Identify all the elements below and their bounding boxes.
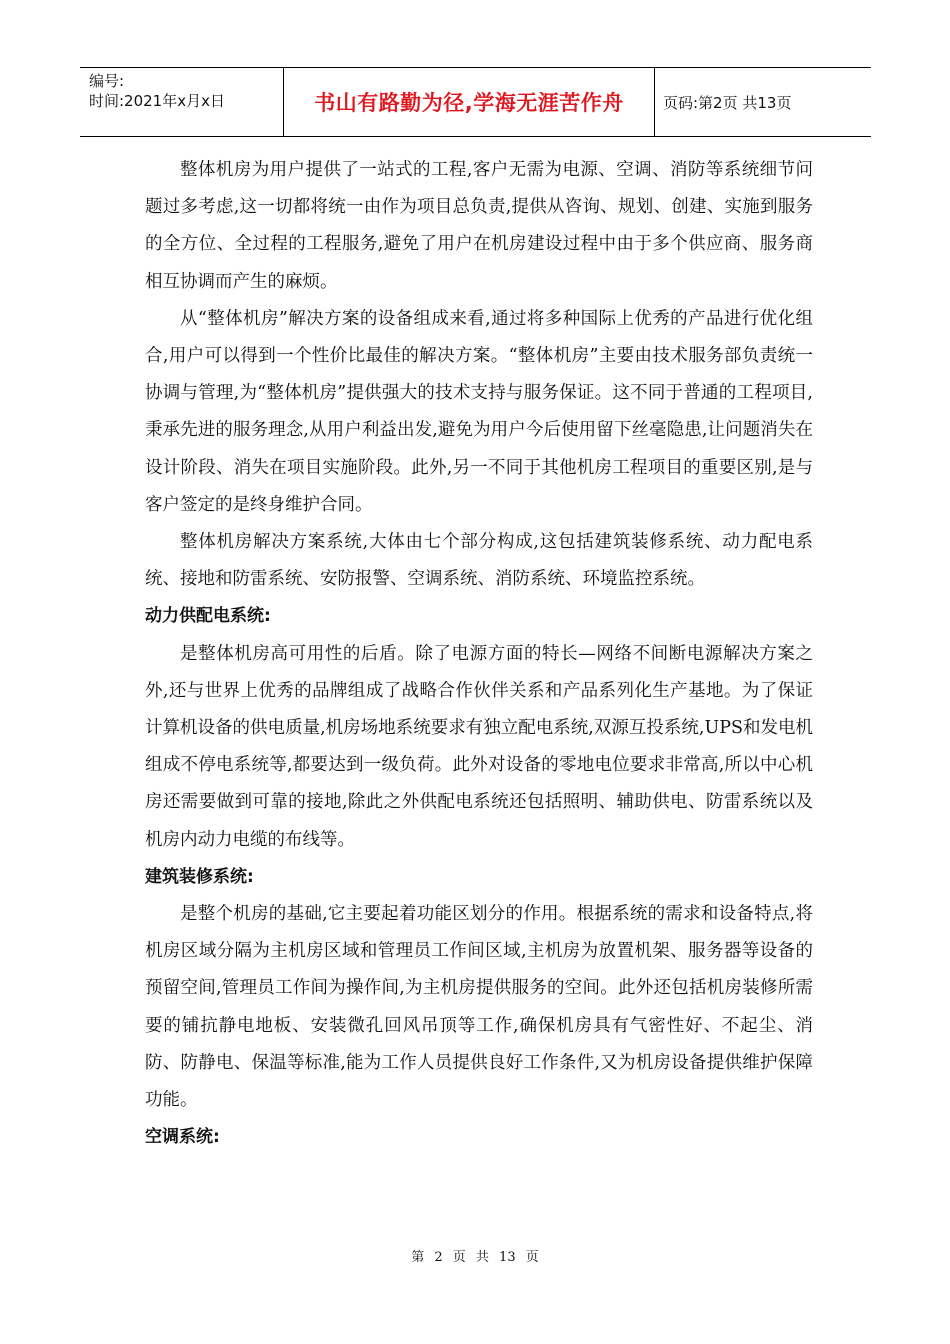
- heading-air-conditioning: 空调系统:: [145, 1127, 220, 1148]
- header-page-label: 页码:第2页 共13页: [663, 93, 792, 112]
- paragraph-power-distribution: 是整体机房高可用性的后盾。除了电源方面的特长—网络不间断电源解决方案之外,还与世界上优秀的品牌组成了战略合作伙伴关系和产品系列化生产基地。为了保证计算机设备的供电质量,机房场地系统要求有独立配电系统,双源互投系统,UPS和发电机组成不停电系统等,都要达到一级负荷。此外对设备的零地电位要求非常高,所以中心机房还需要做到可靠的接地,除此之外供配电系统还包括照明、辅助供电、防雷系统以及机房内动力电缆的布线等。: [145, 643, 813, 850]
- paragraph-building-decoration: 是整个机房的基础,它主要起着功能区划分的作用。根据系统的需求和设备特点,将机房区域分隔为主机房区域和管理员工作间区域,主机房为放置机架、服务器等设备的预留空间,管理员工作间为操作间,为主机房提供服务的空间。此外还包括机房装修所需要的铺抗静电地板、安装微孔回风吊顶等工作,确保机房具有气密性好、不起尘、消防、防静电、保温等标准,能为工作人员提供良好工作条件,又为机房设备提供维护保障功能。: [145, 904, 813, 1111]
- document-number-label: 编号:: [89, 72, 125, 90]
- heading-building-decoration: 建筑装修系统:: [145, 866, 254, 887]
- page-footer: [0, 1246, 950, 1265]
- heading-power-distribution: 动力供配电系统:: [145, 606, 271, 627]
- header-page-cell: [655, 68, 871, 136]
- header-motto-cell: [284, 68, 655, 136]
- paragraph-solution-composition: 从“整体机房”解决方案的设备组成来看,通过将多种国际上优秀的产品进行优化组合,用户可以得到一个性价比最佳的解决方案。“整体机房”主要由技术服务部负责统一协调与管理,为“整体机房”提供强大的技术支持与服务保证。这不同于普通的工程项目,秉承先进的服务理念,从用户利益出发,避免为用户今后使用留下丝毫隐患,让问题消失在设计阶段、消失在项目实施阶段。此外,另一不同于其他机房工程项目的重要区别,是与客户签定的是终身维护合同。: [145, 308, 813, 515]
- paragraph-overview: 整体机房为用户提供了一站式的工程,客户无需为电源、空调、消防等系统细节问题过多考虑,这一切都将统一由作为项目总负责,提供从咨询、规划、创建、实施到服务的全方位、全过程的工程服务,避免了用户在机房建设过程中由于多个供应商、服务商相互协调而产生的麻烦。: [145, 160, 813, 292]
- document-body: [145, 152, 813, 1156]
- paragraph-seven-parts: 整体机房解决方案系统,大体由七个部分构成,这包括建筑装修系统、动力配电系统、接地和防雷系统、安防报警、空调系统、消防系统、环境监控系统。: [145, 532, 813, 590]
- header-motto: 书山有路勤为径,学海无涯苦作舟: [314, 91, 624, 115]
- page-header: [80, 67, 871, 137]
- header-info-cell: [80, 68, 284, 136]
- document-time-label: 时间:2021年x月x日: [89, 92, 225, 110]
- footer-page-number: 第 2 页 共 13 页: [411, 1250, 539, 1265]
